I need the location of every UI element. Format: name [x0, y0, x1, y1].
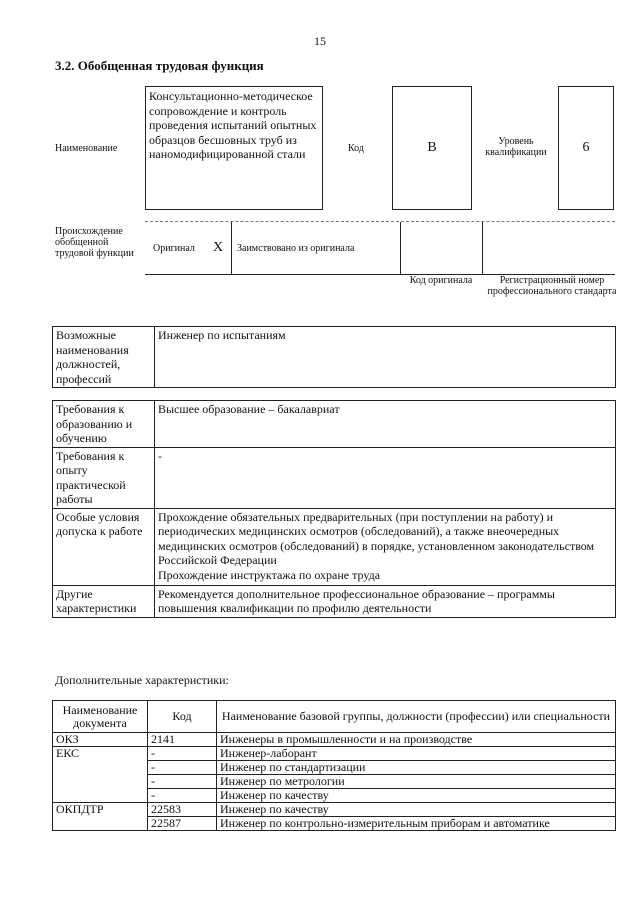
- req-value: Высшее образование – бакалавриат: [155, 401, 616, 448]
- doc-cell: ОКЗ: [53, 733, 148, 747]
- code-cell: 2141: [148, 733, 217, 747]
- possible-names-table: [52, 326, 616, 388]
- possible-names-row: [53, 327, 616, 388]
- possible-names-value: Инженер по испытаниям: [155, 327, 616, 388]
- origin-divider-2: [400, 222, 401, 274]
- name-cell: Инженеры в промышленности и на производстве: [217, 733, 616, 747]
- req-label: Требования к образованию и обучению: [53, 401, 155, 448]
- additional-header-row: [53, 701, 616, 733]
- table-row: [53, 733, 616, 747]
- name-cell: Инженер-лаборант: [217, 747, 616, 761]
- req-row-other: [53, 585, 616, 617]
- code-cell: -: [148, 789, 217, 803]
- name-label: Наименование: [55, 143, 118, 154]
- origin-divider-3: [482, 222, 483, 274]
- code-cell: 22587: [148, 817, 217, 831]
- code-cell: -: [148, 747, 217, 761]
- doc-cell: ЕКС: [53, 747, 148, 803]
- table-row: [53, 803, 616, 817]
- code-cell: -: [148, 761, 217, 775]
- code-value: B: [427, 140, 437, 155]
- col-header-code: Код: [148, 701, 217, 733]
- name-cell: Инженер по качеству: [217, 803, 616, 817]
- additional-table: [52, 700, 616, 831]
- req-row-education: [53, 401, 616, 448]
- name-value: Консультационно-методическое сопровождение и контроль проведения испытаний опытных образцов бесшовных труб из наномодифицированной стали: [149, 89, 317, 161]
- requirements-table: [52, 400, 616, 618]
- req-value-2: Прохождение инструктажа по охране труда: [158, 567, 381, 582]
- level-value-box: [558, 86, 614, 210]
- req-label: Другие характеристики: [53, 585, 155, 617]
- req-value-cell: [155, 508, 616, 585]
- level-value: 6: [582, 140, 590, 155]
- req-value: -: [155, 447, 616, 508]
- origin-label: Происхождение обобщенной трудовой функции: [55, 226, 134, 259]
- name-cell: Инженер по метрологии: [217, 775, 616, 789]
- code-cell: -: [148, 775, 217, 789]
- name-value-box: [145, 86, 323, 210]
- req-label: Особые условия допуска к работе: [53, 508, 155, 585]
- req-value: Прохождение обязательных предварительных (при поступлении на работу) и периодических медицинских осмотров (обследований), а также внеочередных медицинских осмотров (обследований) в порядке, установленном законодательством Российской Федерации: [158, 509, 595, 567]
- name-cell: Инженер по контрольно-измерительным приборам и автоматике: [217, 817, 616, 831]
- origin-row: [145, 221, 615, 275]
- col-header-name: Наименование базовой группы, должности (профессии) или специальности: [217, 701, 616, 733]
- req-row-special-conditions: [53, 508, 616, 585]
- name-cell: Инженер по качеству: [217, 789, 616, 803]
- col-header-document: Наименование документа: [53, 701, 148, 733]
- req-value: Рекомендуется дополнительное профессиональное образование – программы повышения квалификации по профилю деятельности: [155, 585, 616, 617]
- code-cell: 22583: [148, 803, 217, 817]
- possible-names-label: Возможные наименования должностей, профессий: [53, 327, 155, 388]
- origin-original-label: Оригинал: [153, 242, 195, 254]
- req-row-experience: [53, 447, 616, 508]
- additional-title: Дополнительные характеристики:: [55, 673, 229, 687]
- reg-number-caption: Регистрационный номер профессионального стандарта: [487, 275, 617, 297]
- level-label: Уровень квалификации: [485, 136, 547, 158]
- origin-borrowed-label: Заимствовано из оригинала: [237, 242, 355, 254]
- name-cell: Инженер по стандартизации: [217, 761, 616, 775]
- origin-mark: X: [213, 240, 224, 255]
- code-label: Код: [348, 143, 364, 154]
- doc-cell: ОКПДТР: [53, 803, 148, 831]
- section-title: 3.2. Обобщенная трудовая функция: [55, 58, 264, 73]
- origin-code-caption: Код оригинала: [409, 275, 473, 286]
- req-label: Требования к опыту практической работы: [53, 447, 155, 508]
- origin-divider-1: [231, 222, 232, 274]
- table-row: [53, 747, 616, 761]
- code-value-box: [392, 86, 472, 210]
- page-number: 15: [314, 34, 326, 48]
